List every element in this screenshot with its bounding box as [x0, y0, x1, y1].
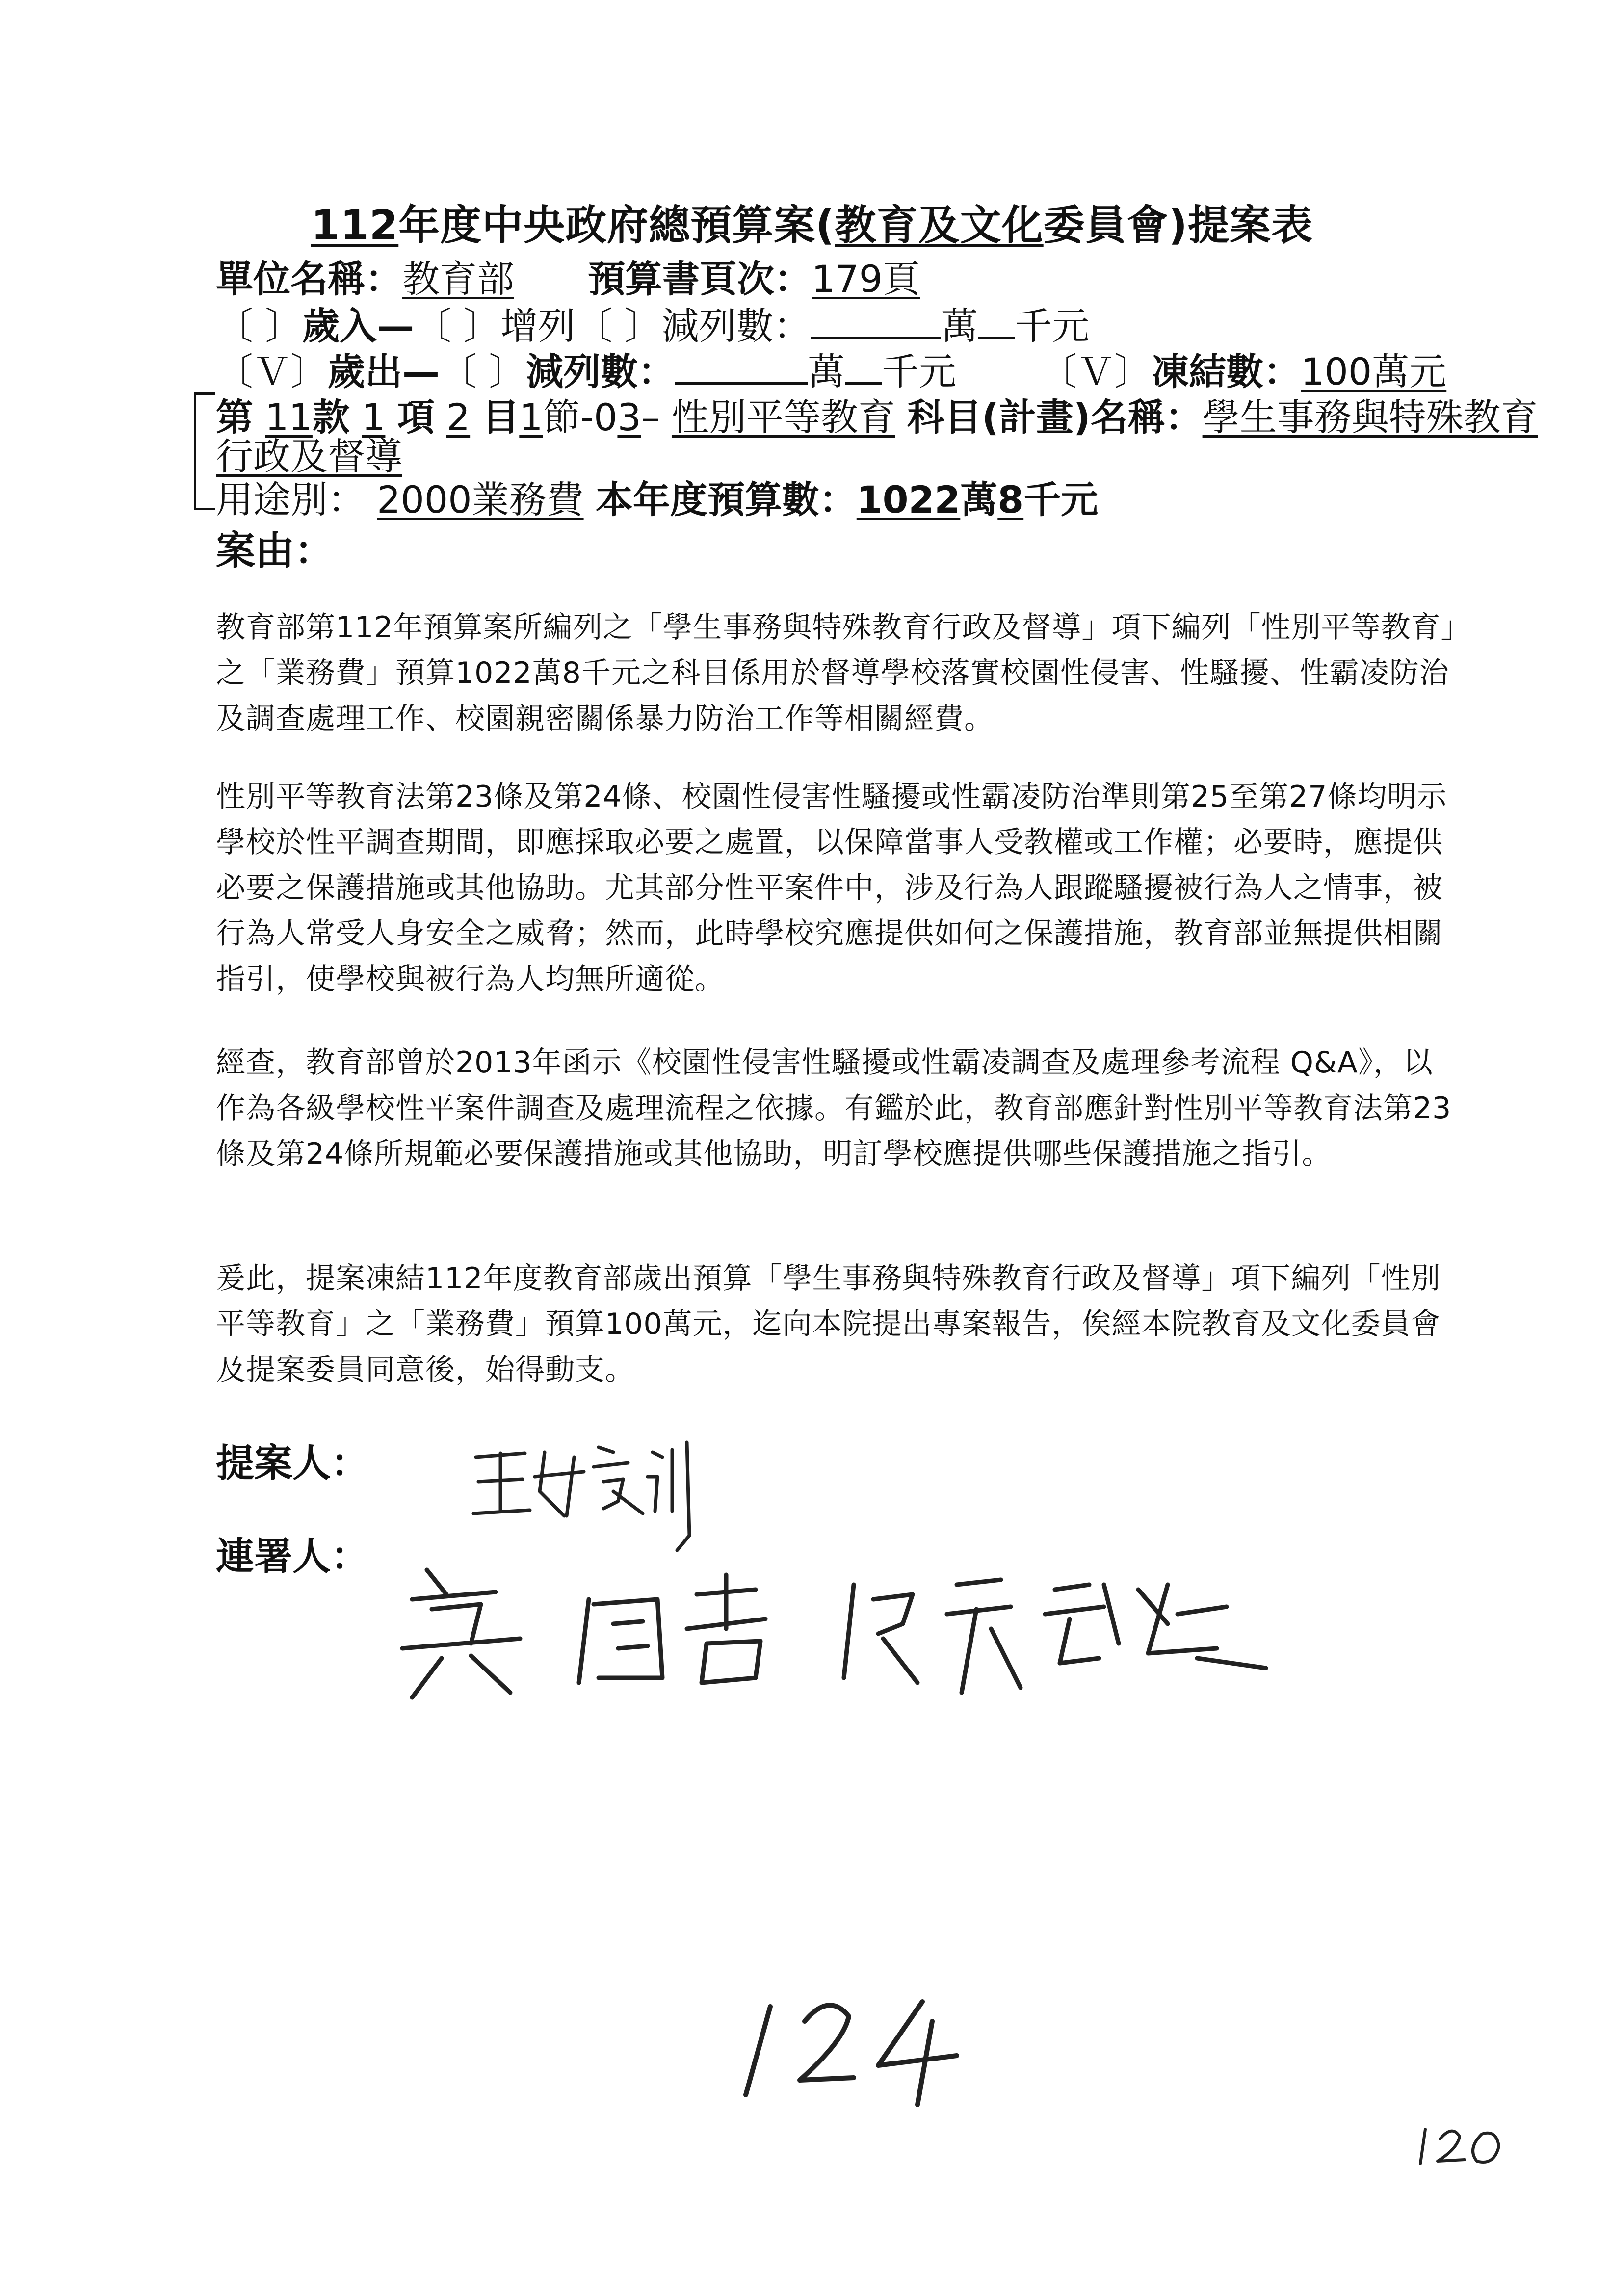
page-value: 179頁 — [812, 257, 920, 301]
item-program: 性別平等教育 — [671, 395, 895, 439]
proposer-signature — [466, 1423, 721, 1565]
expense-reduce: 減列數： — [526, 350, 676, 393]
income-qian: 千元 — [1015, 304, 1090, 348]
reason-heading: 案由： — [216, 528, 334, 574]
item-mu-label: 目 — [482, 395, 520, 439]
expense-qian-blank — [845, 354, 882, 385]
subject-line2: 行政及督導 — [216, 435, 402, 478]
income-wan: 萬 — [941, 304, 978, 348]
usage-label: 用途別： — [216, 478, 365, 522]
page-label: 預算書頁次： — [588, 257, 812, 301]
income-add: 〔 〕增列 — [414, 304, 576, 348]
unit-line — [216, 249, 920, 303]
budget-wan: 萬 — [960, 478, 998, 522]
item-bracket — [194, 392, 215, 510]
cosigner-label: 連署人： — [216, 1535, 369, 1579]
item-d: 第 — [216, 395, 253, 439]
title-committee: 教育及文化 — [835, 201, 1044, 249]
expense-wan: 萬 — [808, 350, 845, 393]
paragraph-2: 性別平等教育法第23條及第24條、校園性侵害性騷擾或性霸凌防治準則第25至第27條均明示學校於性平調查期間，即應採取必要之處置，以保障當事人受教權或工作權；必要時，應提供必要之保護措施或其他協助。尤其部分性平案件中，涉及行為人跟蹤騷擾被行為人之情事，被行為人常受人身安全之威脅；然而，此時學校究應提供如何之保護措施，教育部並無提供相關指引，使學校與被行為人均無所適從。 — [216, 780, 1447, 996]
corner-number — [1413, 2114, 1511, 2173]
budget-amount-a: 1022 — [856, 478, 961, 522]
expense-wan-blank — [675, 354, 808, 385]
budget-qian: 千元 — [1023, 478, 1099, 522]
page-number — [726, 1982, 981, 2119]
subject-label: 科目(計畫)名稱： — [907, 395, 1203, 439]
freeze-label: 凍結數： — [1152, 350, 1301, 393]
usage-line — [216, 470, 1098, 523]
title-year: 112 — [311, 201, 399, 249]
income-qian-blank — [978, 308, 1015, 339]
unit-value: 教育部 — [402, 257, 514, 301]
item-mu: 2 — [446, 395, 471, 439]
income-label: 歲入— — [302, 304, 415, 348]
unit-label: 單位名稱： — [216, 257, 402, 301]
income-wan-blank — [811, 308, 941, 339]
paragraph-3: 經查，教育部曾於2013年函示《校園性侵害性騷擾或性霸凌調查及處理參考流程 Q&A》，以作為各級學校性平案件調查及處理流程之依據。有鑑於此，教育部應針對性別平等教育法第23條及第24條所規範必要保護措施或其他協助，明訂學校應提供哪些保護措施之指引。 — [216, 1045, 1452, 1171]
budget-amount-b: 8 — [997, 478, 1024, 522]
paragraph-4: 爰此，提案凍結112年度教育部歲出預算「學生事務與特殊教育行政及督導」項下編列「性別平等教育」之「業務費」預算100萬元，迄向本院提出專案報告，俟經本院教育及文化委員會及提案委員同意後，始得動支。 — [216, 1261, 1441, 1387]
item-kuan-label: 款 — [312, 395, 350, 439]
freeze-value: 100萬元 — [1301, 350, 1447, 393]
cosigner-signatures — [383, 1555, 1276, 1707]
expense-bracket: 〔Ｖ〕 — [216, 350, 328, 393]
item-jie: 1 — [519, 395, 543, 439]
paragraph-1: 教育部第112年預算案所編列之「學生事務與特殊教育行政及督導」項下編列「性別平等教育」之「業務費」預算1022萬8千元之科目係用於督導學校落實校園性侵害、性騷擾、性霸凌防治及調查處理工作、校園親密關係暴力防治工作等相關經費。 — [216, 610, 1456, 736]
page-title — [0, 192, 1624, 252]
budget-label: 本年度預算數： — [595, 478, 857, 522]
item-xiang-label: 項 — [397, 395, 435, 439]
income-bracket: 〔 〕 — [216, 304, 303, 348]
proposer-label: 提案人： — [216, 1441, 369, 1486]
expense-reduce-bracket: 〔 〕 — [440, 350, 526, 393]
title-pre: 年度中央政府總預算案( — [398, 201, 835, 249]
expense-label: 歲出— — [328, 350, 440, 393]
item-xiang: 1 — [362, 395, 386, 439]
income-reduce: 〔 〕減列數： — [575, 304, 811, 348]
item-kuan: 11 — [265, 395, 313, 439]
expense-qian: 千元 — [882, 350, 957, 393]
item-line — [216, 388, 1538, 441]
title-post: 委員會)提案表 — [1043, 201, 1313, 249]
item-dash: – — [641, 395, 660, 439]
usage-value: 2000業務費 — [377, 478, 584, 522]
freeze-bracket: 〔Ｖ〕 — [1040, 350, 1152, 393]
subject-line1: 學生事務與特殊教育 — [1202, 395, 1538, 439]
item-jie-suffix: 3 — [617, 395, 641, 439]
item-jie-label: 節-0 — [543, 395, 618, 439]
